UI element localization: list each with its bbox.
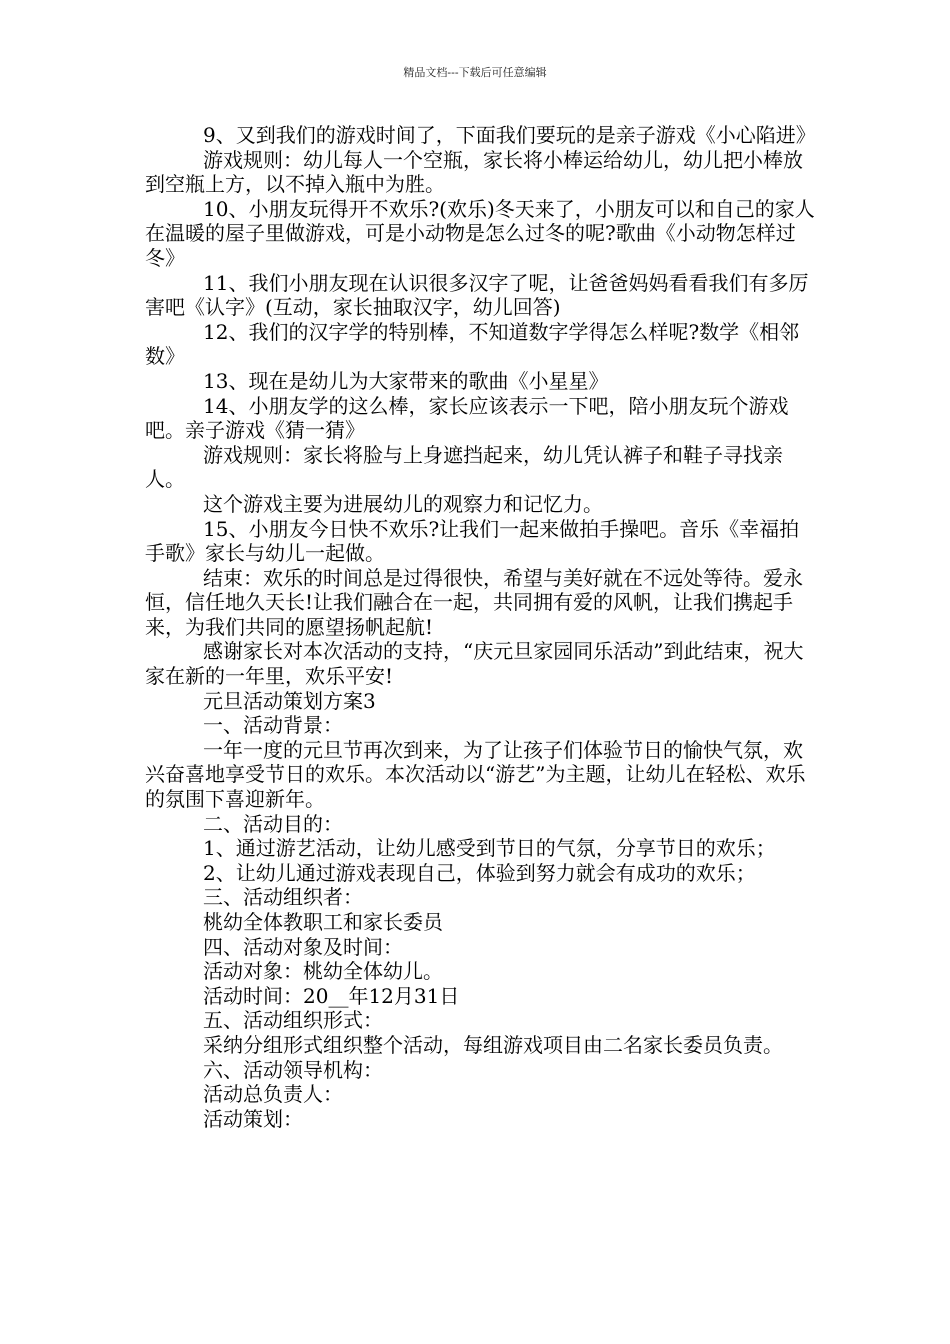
- paragraph: 桃幼全体教职工和家长委员: [203, 910, 443, 934]
- paragraph: 2、让幼儿通过游戏表现自己，体验到努力就会有成功的欢乐；: [203, 860, 756, 885]
- paragraph: 活动对象：桃幼全体幼儿。: [203, 959, 443, 984]
- paragraph: 游戏规则：幼儿每人一个空瓶，家长将小棒运给幼儿，幼儿把小棒放到空瓶上方，以不掉入瓶中为胜。: [145, 147, 803, 197]
- paragraph: 14、小朋友学的这么棒，家长应该表示一下吧，陪小朋友玩个游戏吧。亲子游戏《猜一猜》: [145, 393, 789, 443]
- paragraph: 9、又到我们的游戏时间了，下面我们要玩的是亲子游戏《小心陷进》: [203, 123, 816, 147]
- paragraph: 这个游戏主要为进展幼儿的观察力和记忆力。: [203, 491, 603, 516]
- paragraph: 1、通过游艺活动，让幼儿感受到节日的气氛，分享节日的欢乐；: [203, 836, 776, 861]
- paragraph: 15、小朋友今日快不欢乐?让我们一起来做拍手操吧。音乐《幸福拍手歌》家长与幼儿一起做。: [145, 516, 800, 566]
- paragraph: 10、小朋友玩得开不欢乐?(欢乐)冬天来了，小朋友可以和自己的家人在温暖的屋子里做游戏，可是小动物是怎么过冬的呢?歌曲《小动物怎样过冬》: [145, 196, 815, 270]
- section-heading: 五、活动组织形式：: [203, 1008, 383, 1033]
- section-heading: 一、活动背景：: [203, 713, 343, 738]
- document-body: [145, 123, 815, 1131]
- section-title: 元旦活动策划方案3: [203, 688, 376, 713]
- section-heading: 四、活动对象及时间：: [203, 934, 403, 959]
- section-heading: 六、活动领导机构：: [203, 1057, 383, 1082]
- paragraph: 感谢家长对本次活动的支持，“庆元旦家园同乐活动”到此结束，祝大家在新的一年里，欢乐平安!: [145, 639, 804, 689]
- paragraph: 活动总负责人：: [203, 1082, 343, 1107]
- section-heading: 二、活动目的：: [203, 811, 343, 836]
- paragraph: 游戏规则：家长将脸与上身遮挡起来，幼儿凭认裤子和鞋子寻找亲人。: [145, 442, 783, 492]
- paragraph: 一年一度的元旦节再次到来，为了让孩子们体验节日的愉快气氛，欢兴奋喜地享受节日的欢乐。本次活动以“游艺”为主题，让幼儿在轻松、欢乐的氛围下喜迎新年。: [145, 737, 806, 812]
- paragraph: 11、我们小朋友现在认识很多汉字了呢，让爸爸妈妈看看我们有多厉害吧《认字》(互动，家长抽取汉字，幼儿回答): [145, 270, 809, 320]
- section-heading: 三、活动组织者：: [203, 885, 363, 910]
- paragraph: 12、我们的汉字学的特别棒，不知道数字学得怎么样呢?数学《相邻数》: [145, 319, 800, 369]
- page-header: 精品文档---下载后可任意编辑: [403, 66, 547, 79]
- paragraph: 活动时间：20__年12月31日: [203, 983, 460, 1008]
- paragraph: 13、现在是幼儿为大家带来的歌曲《小星星》: [203, 368, 609, 393]
- paragraph: 采纳分组形式组织整个活动，每组游戏项目由二名家长委员负责。: [203, 1032, 783, 1057]
- paragraph: 结束：欢乐的时间总是过得很快，希望与美好就在不远处等待。爱永恒，信任地久天长!让我们融合在一起，共同拥有爱的风帆，让我们携起手来，为我们共同的愿望扬帆起航!: [145, 565, 803, 639]
- paragraph: 活动策划：: [203, 1106, 303, 1131]
